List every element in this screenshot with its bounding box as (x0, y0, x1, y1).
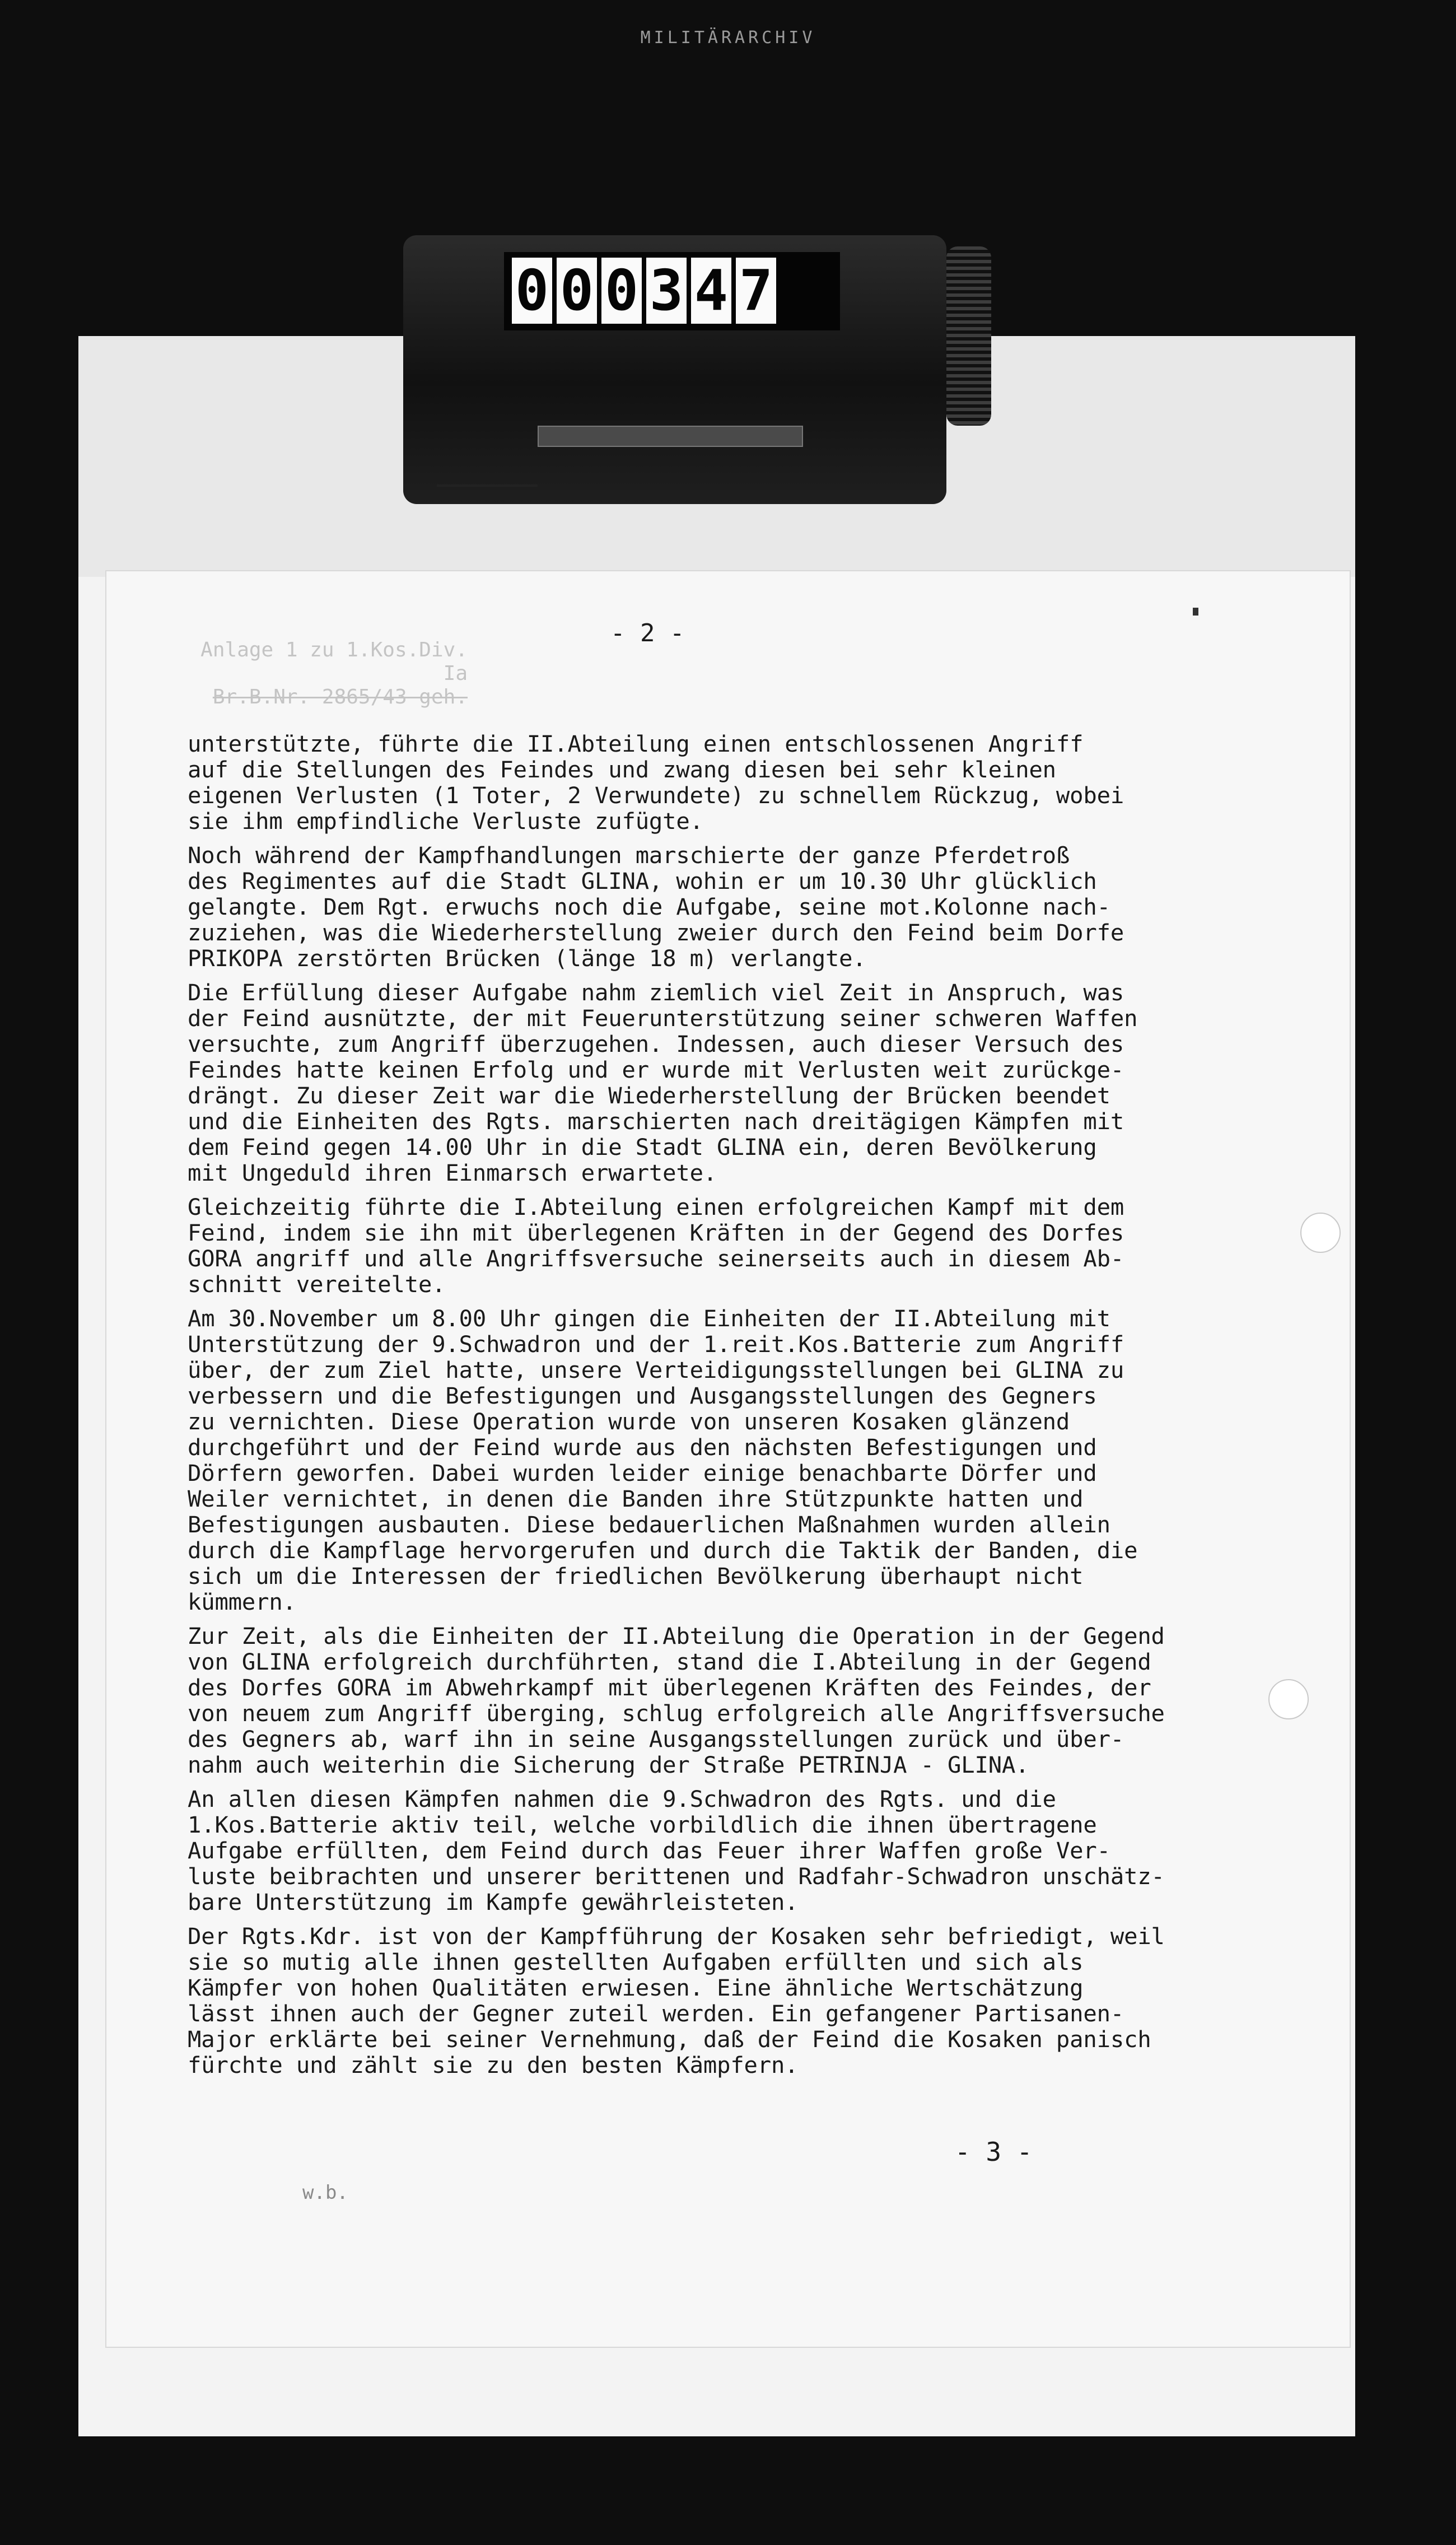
text-line: schnitt vereitelte. (188, 1271, 446, 1298)
text-line: von neuem zum Angriff überging, schlug erfolgreich alle Angriffsversuche (188, 1700, 1165, 1727)
footer-initials: w.b. (302, 2182, 348, 2204)
text-line: kümmern. (188, 1588, 296, 1615)
punch-hole-icon (1268, 1679, 1309, 1719)
text-line: Zur Zeit, als die Einheiten der II.Abteilung die Operation in der Gegend (188, 1623, 1165, 1649)
paragraph (188, 1923, 1296, 2078)
paragraph (188, 1623, 1296, 1778)
page-corner-mark (1193, 608, 1198, 616)
counter-underline (437, 484, 538, 487)
text-line: versuchte, zum Angriff überzugehen. Indessen, auch dieser Versuch des (188, 1031, 1124, 1057)
text-line: sie ihm empfindliche Verluste zufügte. (188, 808, 703, 835)
text-line: verbessern und die Befestigungen und Ausgangsstellungen des Gegners (188, 1382, 1097, 1409)
text-line: auf die Stellungen des Feindes und zwang diesen bei sehr kleinen (188, 756, 1056, 783)
text-line: der Feind ausnützte, der mit Feuerunterstützung seiner schweren Waffen (188, 1005, 1138, 1032)
text-line: über, der zum Ziel hatte, unsere Verteidigungsstellungen bei GLINA zu (188, 1357, 1124, 1383)
text-line: sie so mutig alle ihnen gestellten Aufgaben erfüllten und sich als (188, 1949, 1084, 1975)
text-line: Weiler vernichtet, in denen die Banden ihre Stützpunkte hatten und (188, 1485, 1084, 1512)
header-reference-stamp (188, 638, 468, 709)
page-number: - 2 - (610, 619, 685, 647)
text-line: von GLINA erfolgreich durchführten, stand die I.Abteilung in der Gegend (188, 1648, 1151, 1675)
text-line: lässt ihnen auch der Gegner zuteil werden. Ein gefangener Partisanen- (188, 2000, 1124, 2027)
counter-label-plate (538, 426, 803, 447)
text-line: GORA angriff und alle Angriffsversuche seinerseits auch in diesem Ab- (188, 1245, 1124, 1272)
text-line: An allen diesen Kämpfen nahmen die 9.Schwadron des Rgts. und die (188, 1786, 1056, 1812)
paragraph (188, 731, 1296, 834)
counter-digit: 0 (601, 258, 642, 324)
text-line: durchgeführt und der Feind wurde aus den nächsten Befestigungen und (188, 1434, 1097, 1461)
counter-digit: 3 (646, 258, 687, 324)
counter-digit: 0 (512, 258, 552, 324)
counter-knob (946, 246, 991, 426)
text-line: Feind, indem sie ihn mit überlegenen Kräften in der Gegend des Dorfes (188, 1219, 1124, 1246)
next-page-marker: - 3 - (955, 2137, 1033, 2167)
text-line: Kämpfer von hohen Qualitäten erwiesen. Eine ähnliche Wertschätzung (188, 1974, 1084, 2001)
frame-counter-window (504, 252, 840, 330)
text-line: dem Feind gegen 14.00 Uhr in die Stadt GLINA ein, deren Bevölkerung (188, 1134, 1097, 1160)
text-line: Am 30.November um 8.00 Uhr gingen die Einheiten der II.Abteilung mit (188, 1305, 1110, 1332)
text-line: sich um die Interessen der friedlichen Bevölkerung überhaupt nicht (188, 1563, 1084, 1590)
text-line: zuziehen, was die Wiederherstellung zweier durch den Feind beim Dorfe (188, 919, 1124, 946)
punch-hole-icon (1300, 1213, 1341, 1253)
text-line: 1.Kos.Batterie aktiv teil, welche vorbildlich die ihnen übertragene (188, 1811, 1097, 1838)
text-line: Noch während der Kampfhandlungen marschierte der ganze Pferdetroß (188, 842, 1070, 869)
counter-digit: 0 (557, 258, 597, 324)
text-line: und die Einheiten des Rgts. marschierten nach dreitägigen Kämpfen mit (188, 1108, 1124, 1135)
text-line: Die Erfüllung dieser Aufgabe nahm ziemlich viel Zeit in Anspruch, was (188, 979, 1124, 1006)
paragraph (188, 842, 1296, 971)
text-line: Unterstützung der 9.Schwadron und der 1.reit.Kos.Batterie zum Angriff (188, 1331, 1124, 1358)
text-line: Befestigungen ausbauten. Diese bedauerlichen Maßnahmen wurden allein (188, 1511, 1110, 1538)
paragraph (188, 1786, 1296, 1915)
text-line: eigenen Verlusten (1 Toter, 2 Verwundete) zu schnellem Rückzug, wobei (188, 782, 1124, 809)
text-line: Dörfern geworfen. Dabei wurden leider einige benachbarte Dörfer und (188, 1460, 1097, 1486)
stamp-line: Anlage 1 zu 1.Kos.Div. Ia (200, 638, 468, 685)
text-line: durch die Kampflage hervorgerufen und durch die Taktik der Banden, die (188, 1537, 1138, 1564)
stamp-line: Br.B.Nr. 2865/43 geh. (212, 686, 468, 709)
text-line: drängt. Zu dieser Zeit war die Wiederherstellung der Brücken beendet (188, 1082, 1110, 1109)
text-line: fürchte und zählt sie zu den besten Kämpfern. (188, 2052, 799, 2078)
text-line: des Gegners ab, warf ihn in seine Ausgangsstellungen zurück und über- (188, 1726, 1124, 1752)
text-line: Feindes hatte keinen Erfolg und er wurde mit Verlusten weit zurückge- (188, 1056, 1124, 1083)
counter-digit: 7 (736, 258, 776, 324)
text-line: Aufgabe erfüllten, dem Feind durch das Feuer ihrer Waffen große Ver- (188, 1837, 1110, 1864)
text-line: unterstützte, führte die II.Abteilung einen entschlossenen Angriff (188, 730, 1084, 757)
text-line: mit Ungeduld ihren Einmarsch erwartete. (188, 1159, 717, 1186)
text-line: gelangte. Dem Rgt. erwuchs noch die Aufgabe, seine mot.Kolonne nach- (188, 893, 1110, 920)
text-line: nahm auch weiterhin die Sicherung der Straße PETRINJA - GLINA. (188, 1751, 1029, 1778)
document-body (188, 731, 1296, 2086)
text-line: Major erklärte bei seiner Vernehmung, daß der Feind die Kosaken panisch (188, 2026, 1151, 2053)
text-line: des Regimentes auf die Stadt GLINA, wohin er um 10.30 Uhr glücklich (188, 868, 1097, 894)
paragraph (188, 1306, 1296, 1615)
text-line: luste beibrachten und unserer berittenen und Radfahr-Schwadron unschätz- (188, 1863, 1165, 1890)
text-line: Der Rgts.Kdr. ist von der Kampfführung der Kosaken sehr befriedigt, weil (188, 1923, 1165, 1950)
counter-digit: 4 (691, 258, 731, 324)
paragraph (188, 1194, 1296, 1297)
text-line: bare Unterstützung im Kampfe gewährleisteten. (188, 1889, 799, 1915)
text-line: zu vernichten. Diese Operation wurde von unseren Kosaken glänzend (188, 1408, 1070, 1435)
film-edge-marking: MILITÄRARCHIV (521, 28, 935, 52)
text-line: Gleichzeitig führte die I.Abteilung einen erfolgreichen Kampf mit dem (188, 1194, 1124, 1220)
text-line: des Dorfes GORA im Abwehrkampf mit überlegenen Kräften des Feindes, der (188, 1674, 1151, 1701)
paragraph (188, 980, 1296, 1186)
text-line: PRIKOPA zerstörten Brücken (länge 18 m) verlangte. (188, 945, 866, 972)
